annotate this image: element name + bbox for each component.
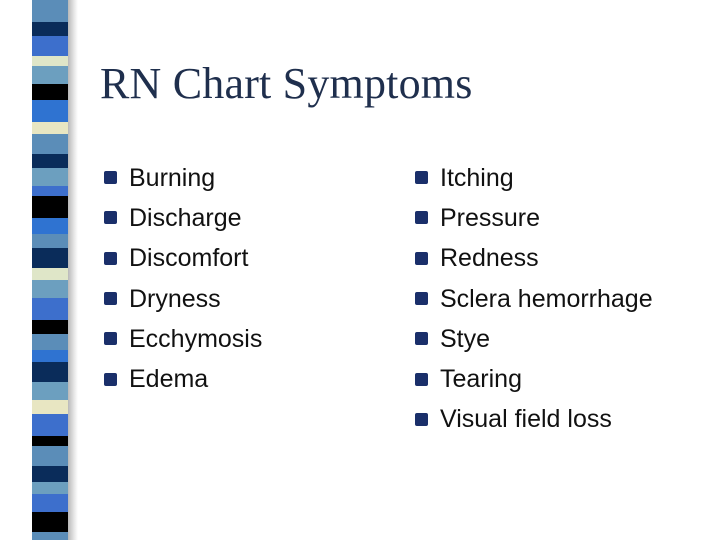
square-bullet-icon <box>415 248 440 270</box>
list-item <box>104 198 262 238</box>
stripe-segment <box>32 134 68 154</box>
stripe-segment <box>32 122 68 134</box>
list-item-text: Ecchymosis <box>129 324 263 353</box>
list-item-text: Dryness <box>129 284 221 313</box>
list-item <box>104 279 262 319</box>
stripe-segment <box>32 186 68 196</box>
list-item <box>415 319 653 359</box>
stripe-segment <box>32 0 68 22</box>
square-bullet-icon <box>415 167 440 189</box>
list-item-text: Discomfort <box>129 244 249 273</box>
square-bullet-icon <box>415 369 440 391</box>
list-item <box>415 359 653 399</box>
stripe-segment <box>32 482 68 494</box>
stripe-segment <box>32 84 68 100</box>
list-item <box>104 158 262 198</box>
list-item-text: Pressure <box>440 203 541 232</box>
list-item-text: Tearing <box>440 365 522 394</box>
square-bullet-icon <box>104 167 129 189</box>
list-item <box>104 239 262 279</box>
stripe-column <box>32 0 68 540</box>
stripe-segment <box>32 414 68 436</box>
list-item <box>104 359 262 399</box>
stripe-segment <box>32 100 68 122</box>
stripe-segment <box>32 36 68 56</box>
stripe-segment <box>32 382 68 400</box>
stripe-segment <box>32 280 68 298</box>
list-item-text: Visual field loss <box>440 405 612 434</box>
stripe-segment <box>32 22 68 36</box>
stripe-segment <box>32 196 68 218</box>
square-bullet-icon <box>104 369 129 391</box>
stripe-segment <box>32 320 68 334</box>
stripe-segment <box>32 494 68 512</box>
stripe-segment <box>32 268 68 280</box>
stripe-segment <box>32 532 68 540</box>
square-bullet-icon <box>415 409 440 431</box>
stripe-segment <box>32 218 68 234</box>
stripe-segment <box>32 466 68 482</box>
square-bullet-icon <box>415 288 440 310</box>
list-item <box>415 198 653 238</box>
stripe-segment <box>32 168 68 186</box>
list-item <box>415 400 653 440</box>
list-item-text: Itching <box>440 163 514 192</box>
list-item-text: Sclera hemorrhage <box>440 284 653 313</box>
stripe-segment <box>32 512 68 532</box>
square-bullet-icon <box>104 328 129 350</box>
list-item <box>104 319 262 359</box>
stripe-segment <box>32 298 68 320</box>
stripe-segment <box>32 350 68 362</box>
stripe-segment <box>32 154 68 168</box>
square-bullet-icon <box>104 288 129 310</box>
list-item <box>415 158 653 198</box>
list-item-text: Burning <box>129 163 216 192</box>
slide-title: RN Chart Symptoms <box>100 59 473 108</box>
stripe-segment <box>32 400 68 414</box>
list-item <box>415 279 653 319</box>
symptom-list-right <box>415 158 653 440</box>
stripe-segment <box>32 56 68 66</box>
list-item-text: Redness <box>440 244 539 273</box>
stripe-segment <box>32 436 68 446</box>
stripe-segment <box>32 334 68 350</box>
stripe-segment <box>32 248 68 268</box>
symptom-list-left <box>104 158 262 400</box>
list-item-text: Edema <box>129 365 209 394</box>
square-bullet-icon <box>415 207 440 229</box>
decorative-stripe-bar <box>0 0 84 540</box>
square-bullet-icon <box>415 328 440 350</box>
list-item-text: Stye <box>440 324 491 353</box>
square-bullet-icon <box>104 248 129 270</box>
stripe-shadow <box>68 0 78 540</box>
square-bullet-icon <box>104 207 129 229</box>
stripe-segment <box>32 362 68 382</box>
stripe-segment <box>32 234 68 248</box>
stripe-segment <box>32 446 68 466</box>
list-item <box>415 239 653 279</box>
list-item-text: Discharge <box>129 203 242 232</box>
stripe-segment <box>32 66 68 84</box>
